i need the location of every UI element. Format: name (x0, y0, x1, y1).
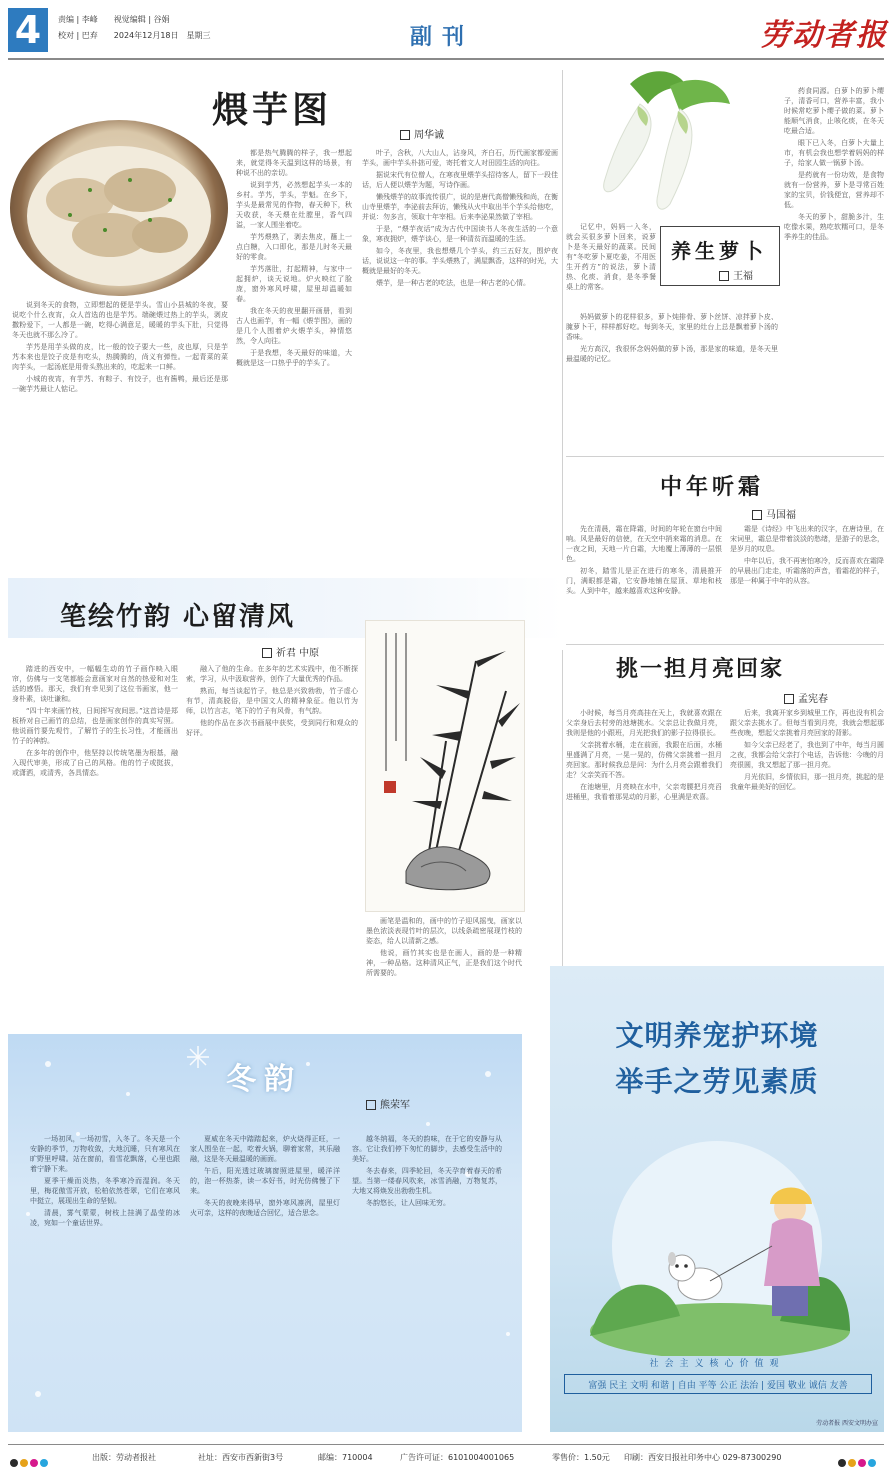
article1-author-name: 周华诚 (414, 130, 444, 141)
paragraph: 懒残煨芋的故事流传很广，说的是唐代高僧懒残和尚，在衡山寺里煨芋，李泌前去拜访，懒残从火中取出半个芋头给他吃，并说：勿多言，领取十年宰相。后来李泌果然做了宰相。 (362, 193, 558, 221)
footer-printer: 印刷：西安日报社印务中心 029-87300290 (624, 1453, 782, 1462)
article6-author-name: 熊荣军 (380, 1100, 410, 1111)
paragraph: 眼下已入冬，白萝卜大量上市，有机会我也想学着妈妈的样子，给家人做一锅萝卜汤。 (784, 139, 884, 167)
article5-title: 挑一担月亮回家 (616, 656, 785, 682)
article5-author-name: 孟宪春 (798, 694, 828, 705)
paragraph: 中年以后，我不再害怕寒冷，反而喜欢在霜降的早晨出门走走，听霜落的声音，看霜花的样子，那是一种属于中年的从容。 (730, 557, 884, 585)
paragraph: 月光依旧，乡情依旧，那一担月亮，挑起的是我童年最美好的回忆。 (730, 773, 884, 791)
article5-column-2 (730, 708, 884, 958)
ad-core-values: 富强 民主 文明 和谐 | 自由 平等 公正 法治 | 爱国 敬业 诚信 友善 (564, 1374, 872, 1394)
seal-stamp (384, 781, 396, 793)
article4-author (262, 644, 319, 659)
color-register-dots-right (836, 1452, 876, 1471)
paragraph: 他的作品在多次书画展中获奖，受到同行和观众的好评。 (186, 719, 358, 737)
paragraph: 如今，冬夜里，我也想煨几个芋头，约三五好友，围炉夜话，说说这一年的事。芋头煨熟了，满屋飘香，这样的时光，大概就是最好的冬天。 (362, 247, 558, 275)
author-marker-icon (719, 271, 729, 281)
paragraph: “四十年来画竹枝，日间挥写夜间思。”这首诗是郑板桥对自己画竹的总结，也是画家创作的真实写照。他说画竹要先观竹，了解竹子的生长习性，才能画出竹子的神韵。 (12, 707, 178, 745)
article6-title: 冬韵 (226, 1062, 302, 1097)
article3-column-1 (566, 524, 722, 636)
article2-title-frame (660, 226, 780, 286)
paragraph: 踏进的西安中，一幅幅生动的竹子画作映入眼帘，仿佛与一支笔都能会意画家对自然的热爱和对生活的感悟。那天，我们有幸见到了这位书画家，他一身朴素，谈吐谦和。 (12, 665, 178, 703)
paragraph: 小城的夜宵，有芋艿、有粽子、有饺子，也有酱鸭，最后还是那一碗芋艿最让人惦记。 (12, 375, 228, 393)
paragraph: 冬天的萝卜，甜脆多汁，生吃像水果，熟吃软糯可口，是冬季养生的佳品。 (784, 213, 884, 241)
section-name: 副刊 (410, 24, 475, 50)
paragraph: 父亲挑着水桶，走在前面，我跟在后面，水桶里盛满了月亮，一晃一晃的，仿佛父亲挑着一担月亮回家。那时候我总是问：为什么月亮会跟着我们走？父亲笑而不答。 (566, 741, 722, 779)
color-register-dots-left (8, 1452, 48, 1471)
paragraph: 冬天的夜晚来得早，窗外寒风凛冽，屋里灯火可亲，这样的夜晚适合回忆，适合思念。 (190, 1199, 340, 1217)
paragraph: 于是我想，冬天最好的味道，大概就是这一口热乎乎的芋头了。 (236, 349, 352, 367)
paragraph: 说到芋艿，必然想起芋头一本的乡村。芋艿，芋头，芋魁。在乡下，芋头是最常见的作物，春天种下，秋天收获，冬天煨在灶膛里，香气四溢，一家人围坐着吃。 (236, 181, 352, 229)
paragraph: 都是热气腾腾的样子，我一想起来，就觉得冬天温到这样的场景，有种说不出的亲切。 (236, 149, 352, 177)
article2-column-1-top (566, 222, 656, 310)
paragraph: 芋艿煨熟了，剥去焦皮，蘸上一点白糖，入口即化，那是儿时冬天最好的零食。 (236, 233, 352, 261)
paragraph: 后来，我离开家乡到城里工作，再也没有机会跟父亲去挑水了。但每当看到月亮，我就会想起那些夜晚，想起父亲挑着月亮回家的背影。 (730, 709, 884, 737)
paragraph: 光方高汉，我很怀念妈妈做的萝卜汤，那是家的味道，是冬天里最温暖的记忆。 (566, 345, 778, 363)
paragraph: 在多年的创作中，他坚持以传统笔墨为根基，融入现代审美，形成了自己的风格。他的竹子或挺拔，或潇洒，或清秀，各具情态。 (12, 749, 178, 777)
section-divider (566, 644, 884, 645)
paragraph: 先在清晨，霜在降霜，时间的年轮在窗台中间响。风是最好的信使，在天空中捎来霜的消息。在一夜之间，天地一片白霜，大地覆上薄薄的一层银色。 (566, 525, 722, 563)
paragraph: 煨芋，是一种古老的吃法，也是一种古老的心情。 (376, 279, 530, 287)
article3-title: 中年听霜 (660, 474, 765, 500)
register-dot (848, 1459, 856, 1467)
ad-illustration (550, 1116, 884, 1356)
footer-publisher: 出版：劳动者报社 (92, 1453, 156, 1462)
paragraph: 午后，阳光透过玻璃窗照进屋里，暖洋洋的，泡一杯热茶，读一本好书，时光仿佛慢了下来。 (190, 1167, 340, 1195)
ad-headline-2: 举手之劳见素质 (615, 1065, 819, 1098)
article5-author (784, 690, 828, 705)
author-marker-icon (784, 694, 794, 704)
proof-line: 校对 | 巴弃 2024年12月18日 星期三 (58, 31, 211, 40)
paragraph: 夏威在冬天中踏踏起来，炉火烧得正旺，一家人围坐在一起，吃着火锅，聊着家常，其乐融融，这是冬天最温暖的画面。 (190, 1135, 340, 1163)
author-marker-icon (752, 510, 762, 520)
paragraph: 熟而，每当谈起竹子，他总是兴致勃勃，竹子虚心有节，清高脱俗，是中国文人的精神象征。他以竹为师，以竹言志，笔下的竹子有风骨，有气韵。 (186, 687, 358, 715)
paragraph: 霜是《诗经》中飞出来的汉字，在唐诗里，在宋词里，霜总是带着淡淡的愁绪，是游子的思念，是岁月的叹息。 (730, 525, 884, 553)
article4-column-2 (186, 664, 358, 1024)
paragraph: 于是，“煨芋夜话”成为古代中国读书人冬夜生活的一个意象，寒夜拥炉，煨芋谈心，是一种清贫而温暖的生活。 (362, 225, 558, 243)
footer-price: 零售价：1.50元 (552, 1453, 610, 1462)
article4-column-1 (12, 664, 178, 1024)
article3-author (752, 506, 796, 521)
register-dot (30, 1459, 38, 1467)
paragraph: 是药就有一份功效，是食物就有一份营养，萝卜是寻常百姓家的宝贝，价钱便宜，营养却不低。 (784, 171, 884, 209)
article2-title: 养生萝卜 (671, 239, 767, 263)
author-marker-icon (400, 130, 410, 140)
page-number: 4 (8, 8, 48, 52)
footer-license: 广告许可证：6101004001065 (400, 1453, 515, 1462)
paragraph: 初冬，踏雪儿是正在进行的寒冬，清晨推开门，满眼都是霜，它安静地铺在屋顶、草地和枝头。人到中年，越来越喜欢这种安静。 (566, 567, 722, 595)
article1-column-1 (12, 300, 228, 520)
article1-author (400, 126, 444, 141)
paragraph: 据说宋代有位僧人，在寒夜里煨芋头招待客人，留下一段佳话，后人便以煨芋为题，写诗作画。 (362, 171, 558, 189)
article1-column-2 (236, 148, 352, 528)
article5-column-1 (566, 708, 722, 958)
section-divider (566, 456, 884, 457)
article4-author-name: 祈君 中原 (276, 648, 320, 659)
article3-author-name: 马国福 (766, 510, 796, 521)
public-service-ad (550, 966, 884, 1432)
masthead-logo: 劳动者报 (760, 18, 888, 53)
paragraph: 越冬纳福，冬天的韵味，在于它的安静与从容。它让我们停下匆忙的脚步，去感受生活中的美好。 (352, 1135, 502, 1163)
paragraph: 他说，画竹其实也是在画人，画的是一种精神，一种品格。这种清风正气，正是我们这个时代所需要的。 (366, 949, 522, 977)
article4-column-3 (366, 916, 522, 1026)
footer-rule (8, 1444, 884, 1445)
article6-column-1 (30, 1134, 180, 1424)
register-dot (10, 1459, 18, 1467)
paragraph: 夏季干燥而炎热，冬季寒冷而湿润。冬天里，梅花傲雪开放，松柏依然苍翠，它们在寒风中挺立，展现出生命的坚韧。 (30, 1177, 180, 1205)
article1-title: 煨芋图 (212, 89, 333, 131)
bamboo-painting (365, 620, 525, 912)
paragraph: 冬韵悠长，让人回味无穷。 (366, 1199, 450, 1207)
paragraph: 融入了他的生命。在多年的艺术实践中，他不断探索，学习，从中汲取营养，创作了大量优秀的作品。 (186, 665, 358, 683)
footer-postcode: 邮编：710004 (318, 1453, 373, 1462)
ad-headline-1: 文明养宠护环境 (615, 1019, 819, 1052)
paragraph: 妈妈做萝卜的花样很多，萝卜炖排骨、萝卜丝饼、凉拌萝卜皮、腌萝卜干，样样都好吃。每到冬天，家里的灶台上总是飘着萝卜汤的香味。 (566, 313, 778, 341)
paragraph: 药食同源。白萝卜的萝卜缨子，清香可口，营养丰富，我小时候常吃萝卜缨子做的菜。萝卜能顺气消食，止咳化痰，在冬天吃最合适。 (784, 87, 884, 135)
paragraph: 小时候，每当月亮高挂在天上，我就喜欢跟在父亲身后去村旁的池塘挑水。父亲总让我做月亮，我则是他的小跟班，月光把我们的影子拉得很长。 (566, 709, 722, 737)
author-marker-icon (366, 1100, 376, 1110)
paragraph: 如今父亲已经老了，我也到了中年，每当月圆之夜，我都会给父亲打个电话，告诉他：今晚的月亮很圆，我又想起了那一担月亮。 (730, 741, 884, 769)
paragraph: 清晨，雾气蒙蒙，树枝上挂满了晶莹的冰凌，宛如一个童话世界。 (30, 1209, 180, 1227)
article6-column-3 (352, 1134, 502, 1424)
editor-line: 责编 | 李峰 视觉编辑 | 谷娟 (58, 15, 170, 24)
ad-credit: 劳动者报 西安文明办宣 (816, 1420, 878, 1427)
article6-author (366, 1096, 410, 1111)
register-dot (868, 1459, 876, 1467)
paragraph: 说到冬天的食物，立即想起的便是芋头。雪山小县城的冬夜，要说吃个什么夜宵，众人首选的也是芋艿。端碗煨过热上的芋头，剥皮撒粉爱下，一人都是一碗，吃得心满意足，暖暖的芋头下肚，只觉得冬天也就不那么冷了。 (12, 301, 228, 339)
article1-column-3 (362, 148, 558, 538)
paragraph: 芋艿是用芋头做的皮，比一般的饺子要大一些，皮也厚，只是芋艿本来也是饺子皮是有吃头，热腾腾的，尚义有弹性。一起青菜的菜肉芋头，一起汤底是用骨头熬出来的，吃起来一口鲜。 (12, 343, 228, 371)
paragraph: 芋艿落肚，打起精神，与家中一起拥炉，谈天说地。炉火映红了脸庞，窗外寒风呼啸，屋里却温暖如春。 (236, 265, 352, 303)
register-dot (858, 1459, 866, 1467)
radish-photo (560, 64, 750, 214)
paragraph: 一场初风，一场初雪，入冬了。冬天是一个安静的季节，万物收敛，大地沉睡，只有寒风在旷野里呼啸。站在窗前，看雪花飘落，心里也跟着宁静下来。 (30, 1135, 180, 1173)
article2-author-name: 王福 (733, 271, 753, 282)
ad-values-caption: 社会主义核心价值观 (649, 1359, 785, 1369)
article2-column-1 (566, 312, 778, 452)
register-dot (20, 1459, 28, 1467)
article6-column-2 (190, 1134, 340, 1424)
paragraph: 叶子，含秋，八大山人，沾身风，齐白石，历代画家都爱画芋头，画中芋头朴拙可爱，寄托着文人对田园生活的向往。 (362, 149, 558, 167)
header-rule (8, 58, 884, 60)
paragraph: 在池塘里，月亮映在水中，父亲弯腰把月亮舀进桶里，我看着那晃动的月影，心里满是欢喜。 (566, 783, 722, 801)
article2-column-2 (784, 86, 884, 446)
article3-column-2 (730, 524, 884, 636)
paragraph: 我在冬天的夜里翻开画册，看到古人也画芋，有一幅《煨芋图》，画的是几个人围着炉火煨芋头，神情悠然，令人向往。 (236, 307, 352, 345)
paragraph: 冬去春来，四季轮回，冬天孕育着春天的希望。当第一缕春风吹来，冰雪消融，万物复苏，大地又将焕发出勃勃生机。 (352, 1167, 502, 1195)
article4-title: 笔绘竹韵 心留清风 (60, 602, 296, 632)
dumpling-photo (10, 120, 228, 296)
register-dot (40, 1459, 48, 1467)
register-dot (838, 1459, 846, 1467)
paragraph: 记忆中，妈妈一入冬，就会买很多萝卜回来，说萝卜是冬天最好的蔬菜。民间有“冬吃萝卜夏吃姜，不用医生开药方”的说法，萝卜清热、化痰、消食，是冬季餐桌上的常客。 (566, 223, 656, 291)
article2-author (719, 267, 753, 282)
footer-address: 社址：西安市西新街3号 (198, 1453, 284, 1462)
paragraph: 画笔是温和的，画中的竹子迎风摇曳，画家以墨色浓淡表现竹叶的层次，以线条疏密展现竹枝的姿态，给人以清新之感。 (366, 917, 522, 945)
author-marker-icon (262, 648, 272, 658)
